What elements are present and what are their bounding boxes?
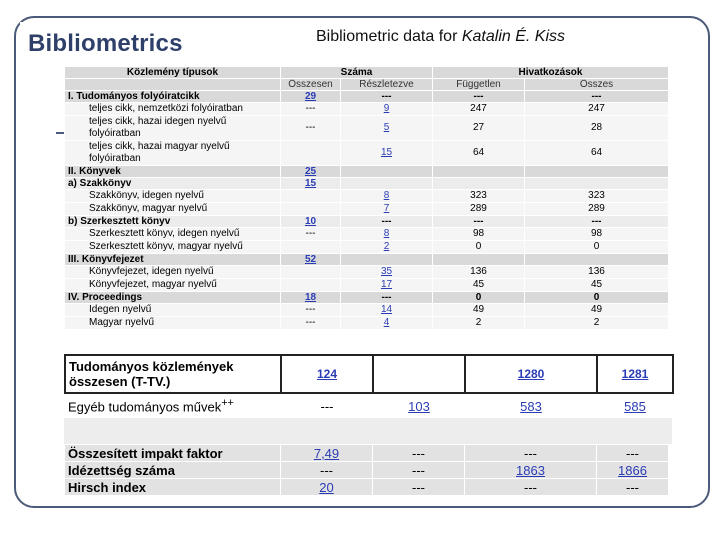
other-detailed-link[interactable]: 103 (408, 398, 430, 414)
row-label: Szerkesztett könyv, magyar nyelvű (65, 241, 281, 254)
metric-detailed: --- (373, 479, 465, 496)
row-independent: 64 (433, 141, 525, 166)
table-row (65, 266, 669, 279)
row-detailed: --- (341, 91, 433, 103)
row-total-link[interactable]: 25 (304, 165, 317, 177)
totals-row (65, 355, 673, 393)
row-total: --- (281, 116, 341, 141)
row-label: III. Könyvfejezet (65, 254, 281, 266)
other-works-row (65, 393, 673, 418)
row-cit-total: 289 (525, 203, 669, 216)
row-independent (433, 254, 525, 266)
row-label: I. Tudományos folyóiratcikk (65, 91, 281, 103)
row-cit-total (525, 166, 669, 178)
header-total: Összesen (281, 79, 341, 91)
row-label: II. Könyvek (65, 166, 281, 178)
row-cit-total: 0 (525, 241, 669, 254)
row-total (281, 203, 341, 216)
row-cit-total: 2 (525, 317, 669, 330)
metric-row (65, 462, 669, 479)
row-detailed-link[interactable]: 5 (383, 122, 390, 133)
row-total (281, 241, 341, 254)
row-label: teljes cikk, nemzetközi folyóiratban (65, 103, 281, 116)
row-cit-total: 45 (525, 279, 669, 292)
row-total-link[interactable]: 15 (304, 177, 317, 189)
header-number: Száma (281, 67, 433, 79)
table-header-row (65, 67, 669, 79)
table-row (65, 254, 669, 266)
header-citations: Hivatkozások (433, 67, 669, 79)
publication-table (64, 66, 669, 330)
row-label: teljes cikk, hazai idegen nyelvű folyóiratban (65, 116, 281, 141)
row-cit-total: --- (525, 216, 669, 228)
row-detailed-link[interactable]: 35 (380, 266, 393, 277)
other-label: Egyéb tudományos művek++ (65, 393, 281, 418)
row-detailed-link[interactable]: 7 (383, 203, 390, 214)
row-independent: 289 (433, 203, 525, 216)
row-total (281, 141, 341, 166)
row-independent: 247 (433, 103, 525, 116)
row-label: teljes cikk, hazai magyar nyelvű folyóiratban (65, 141, 281, 166)
metric-cit-total: --- (597, 445, 669, 462)
table-row (65, 116, 669, 141)
row-detailed-link[interactable]: 8 (383, 190, 390, 201)
row-label: Szakkönyv, idegen nyelvű (65, 190, 281, 203)
row-label: a) Szakkönyv (65, 178, 281, 190)
slide-subtitle (316, 28, 565, 46)
table-row (65, 228, 669, 241)
metric-independent: --- (465, 479, 597, 496)
table-row (65, 91, 669, 103)
row-detailed-link[interactable]: 4 (383, 317, 390, 328)
metric-row (65, 479, 669, 496)
table-subheader-row (65, 79, 669, 91)
row-detailed-link[interactable]: 8 (383, 228, 390, 239)
table-row (65, 166, 669, 178)
table-row (65, 103, 669, 116)
table-row (65, 203, 669, 216)
totals-detailed (373, 355, 465, 393)
spacer-band (64, 418, 672, 444)
row-detailed-link[interactable]: 2 (383, 241, 390, 252)
totals-total-link[interactable]: 124 (316, 367, 338, 381)
row-cit-total: --- (525, 91, 669, 103)
metric-detailed: --- (373, 445, 465, 462)
row-independent: 49 (433, 304, 525, 317)
row-detailed-link[interactable]: 15 (380, 147, 393, 158)
row-independent (433, 178, 525, 190)
other-cit-total-link[interactable]: 585 (624, 398, 646, 414)
row-detailed (341, 254, 433, 266)
row-cit-total: 64 (525, 141, 669, 166)
row-independent: --- (433, 216, 525, 228)
header-type: Közlemény típusok (65, 67, 281, 79)
row-cit-total: 49 (525, 304, 669, 317)
row-cit-total: 28 (525, 116, 669, 141)
row-cit-total (525, 254, 669, 266)
table-row (65, 141, 669, 166)
row-detailed (341, 178, 433, 190)
author-name: Katalin É. Kiss (461, 28, 565, 45)
metric-label: Összesített impakt faktor (65, 445, 281, 462)
row-label: Magyar nyelvű (65, 317, 281, 330)
row-cit-total: 247 (525, 103, 669, 116)
metric-total: --- (281, 462, 373, 479)
row-independent: 27 (433, 116, 525, 141)
row-independent: --- (433, 91, 525, 103)
totals-independent-link[interactable]: 1280 (517, 367, 545, 381)
metric-cit-total-link[interactable]: 1866 (618, 462, 647, 478)
row-total (281, 190, 341, 203)
row-label: Szerkesztett könyv, idegen nyelvű (65, 228, 281, 241)
row-independent: 136 (433, 266, 525, 279)
row-total (281, 266, 341, 279)
totals-label: Tudományos közlemények összesen (T-TV.) (65, 355, 281, 393)
row-independent: 0 (433, 292, 525, 304)
metric-independent-link[interactable]: 1863 (516, 462, 545, 478)
row-label: b) Szerkesztett könyv (65, 216, 281, 228)
subtitle-prefix: Bibliometric data for (316, 28, 458, 45)
row-independent: 45 (433, 279, 525, 292)
row-label: Idegen nyelvű (65, 304, 281, 317)
row-independent: 0 (433, 241, 525, 254)
totals-cit-total-link[interactable]: 1281 (621, 367, 649, 381)
header-independent: Független (433, 79, 525, 91)
row-independent: 323 (433, 190, 525, 203)
row-label: Könyvfejezet, magyar nyelvű (65, 279, 281, 292)
other-total: --- (281, 393, 373, 418)
metric-total-link[interactable]: 20 (319, 479, 334, 495)
metric-detailed: --- (373, 462, 465, 479)
metric-row (65, 445, 669, 462)
row-label: Szakkönyv, magyar nyelvű (65, 203, 281, 216)
slide-title: Bibliometrics (28, 30, 183, 57)
row-independent: 2 (433, 317, 525, 330)
row-total-link[interactable]: 52 (304, 253, 317, 265)
row-total (281, 279, 341, 292)
table-row (65, 241, 669, 254)
metric-cit-total: --- (597, 479, 669, 496)
row-total-link[interactable]: 29 (304, 90, 317, 102)
row-cit-total (525, 178, 669, 190)
metric-independent: --- (465, 445, 597, 462)
row-total-link[interactable]: 10 (304, 215, 317, 227)
row-detailed: --- (341, 292, 433, 304)
table-row (65, 216, 669, 228)
row-label: IV. Proceedings (65, 292, 281, 304)
table-row (65, 317, 669, 330)
metrics-table (64, 444, 669, 496)
row-cit-total: 323 (525, 190, 669, 203)
header-detailed: Részletezve (341, 79, 433, 91)
row-cit-total: 136 (525, 266, 669, 279)
metric-label: Hirsch index (65, 479, 281, 496)
table-row (65, 279, 669, 292)
row-independent: 98 (433, 228, 525, 241)
other-independent-link[interactable]: 583 (520, 398, 542, 414)
row-independent (433, 166, 525, 178)
metric-label: Idézettség száma (65, 462, 281, 479)
row-detailed: --- (341, 216, 433, 228)
row-total: --- (281, 103, 341, 116)
row-total: --- (281, 228, 341, 241)
row-detailed-link[interactable]: 17 (380, 279, 393, 290)
row-detailed (341, 166, 433, 178)
row-total: --- (281, 304, 341, 317)
row-cit-total: 98 (525, 228, 669, 241)
table-row (65, 178, 669, 190)
row-cit-total: 0 (525, 292, 669, 304)
table-row (65, 292, 669, 304)
header-cit-total: Összes (525, 79, 669, 91)
totals-table (64, 354, 674, 418)
metric-total-link[interactable]: 7,49 (313, 445, 340, 461)
table-row (65, 190, 669, 203)
row-label: Könyvfejezet, idegen nyelvű (65, 266, 281, 279)
row-detailed-link[interactable]: 9 (383, 103, 390, 114)
row-detailed-link[interactable]: 14 (380, 304, 393, 315)
table-row (65, 304, 669, 317)
row-total: --- (281, 317, 341, 330)
row-total-link[interactable]: 18 (304, 291, 317, 303)
